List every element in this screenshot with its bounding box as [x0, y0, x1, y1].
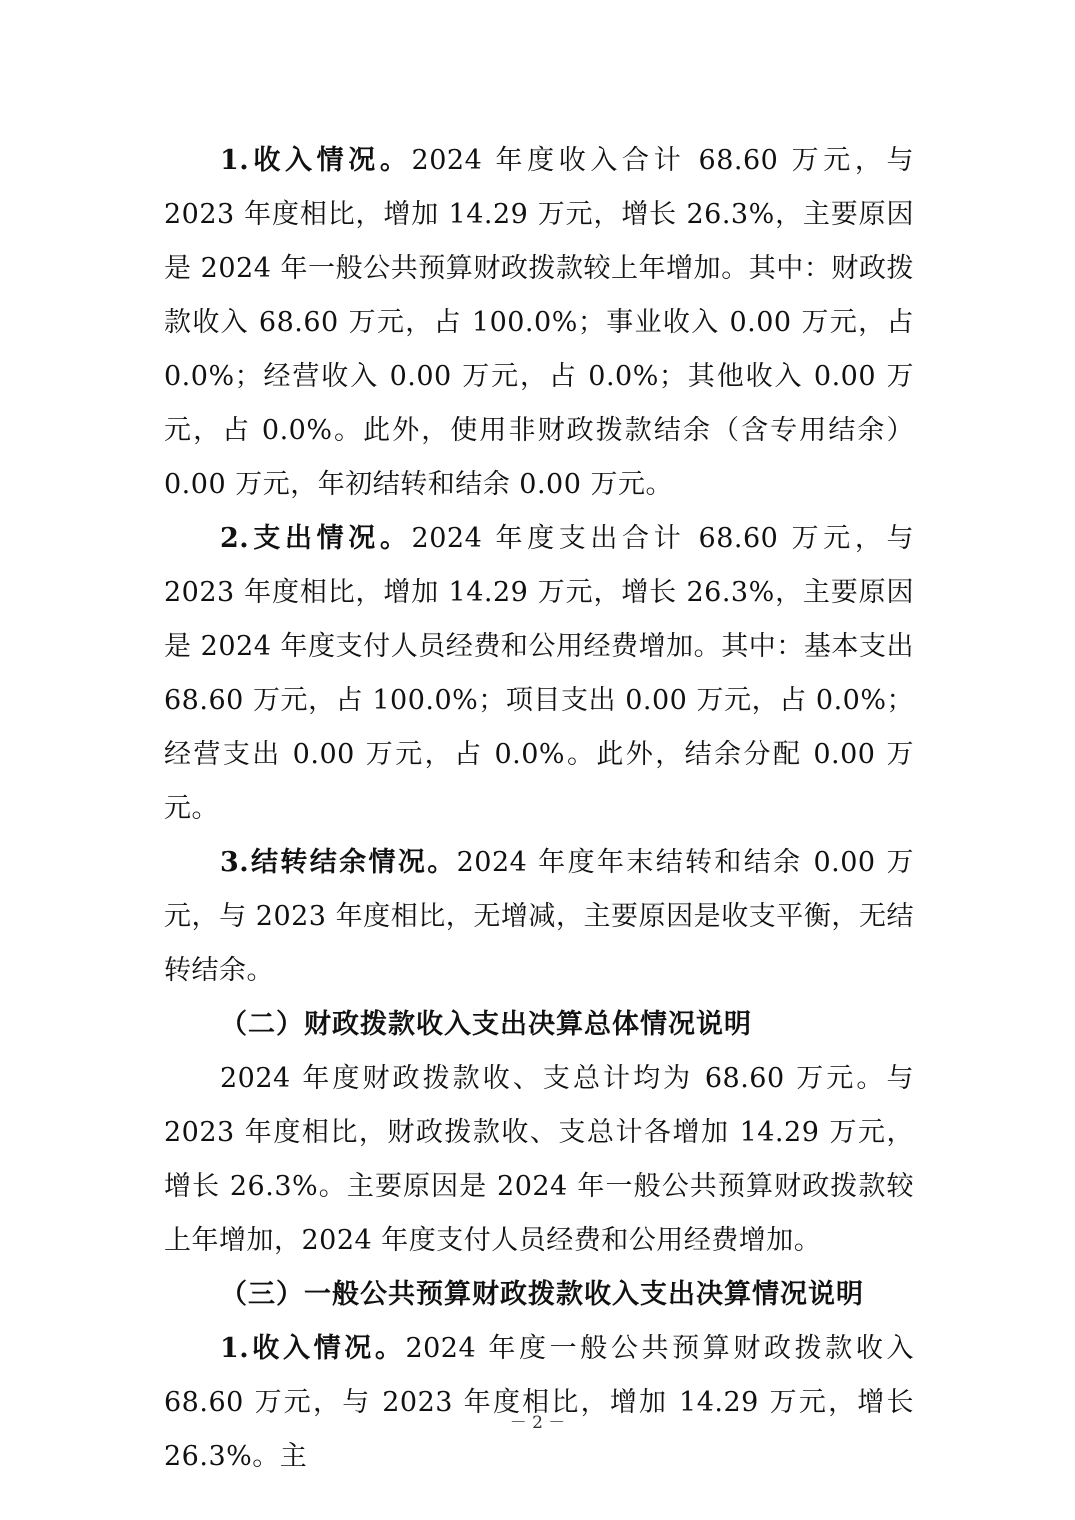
- paragraph-expense: [164, 512, 914, 836]
- paragraph-section2: 2024 年度财政拨款收、支总计均为 68.60 万元。与 2023 年度相比，财政拨款收、支总计各增加 14.29 万元，增长 26.3%。主要原因是 2024 年一般公共预算财政拨款较上年增加，2024 年度支付人员经费和公用经费增加。: [164, 1063, 914, 1256]
- paragraph-lead: 1.收入情况。: [220, 1333, 406, 1364]
- paragraph-text: 2024 年度年末结转和结余 0.00 万元，与 2023 年度相比，无增减，主要原因是收支平衡，无结转结余。: [164, 847, 915, 986]
- document-body: [164, 134, 914, 1484]
- paragraph-section3-income: [164, 1322, 914, 1484]
- paragraph-lead: 2.支出情况。: [220, 523, 412, 554]
- paragraph-text: 2024 年度支出合计 68.60 万元，与 2023 年度相比，增加 14.29 万元，增长 26.3%，主要原因是 2024 年度支付人员经费和公用经费增加。其中：基本支出 68.60 万元，占 100.0%；项目支出 0.00 万元，占 0.0%；经营支出 0.00 万元，占 0.0%。此外，结余分配 0.00 万元。: [164, 523, 915, 824]
- section-heading-3: （三）一般公共预算财政拨款收入支出决算情况说明: [220, 1279, 864, 1310]
- page-number: － 2 －: [509, 1413, 566, 1433]
- paragraph-text: 2024 年度一般公共预算财政拨款收入 68.60 万元，与 2023 年度相比，增加 14.29 万元，增长 26.3%。主: [164, 1333, 915, 1472]
- section-heading-2: （二）财政拨款收入支出决算总体情况说明: [220, 1009, 752, 1040]
- paragraph-income: [164, 134, 914, 512]
- paragraph-lead: 3.结转结余情况。: [220, 847, 457, 878]
- paragraph-lead: 1.收入情况。: [220, 145, 412, 176]
- paragraph-text: 2024 年度收入合计 68.60 万元，与 2023 年度相比，增加 14.29 万元，增长 26.3%，主要原因是 2024 年一般公共预算财政拨款较上年增加。其中：财政拨款收入 68.60 万元，占 100.0%；事业收入 0.00 万元，占 0.0%；经营收入 0.00 万元，占 0.0%；其他收入 0.00 万元，占 0.0%。此外，使用非财政拨款结余（含专用结余）0.00 万元，年初结转和结余 0.00 万元。: [164, 145, 915, 500]
- paragraph-carryover: [164, 836, 914, 998]
